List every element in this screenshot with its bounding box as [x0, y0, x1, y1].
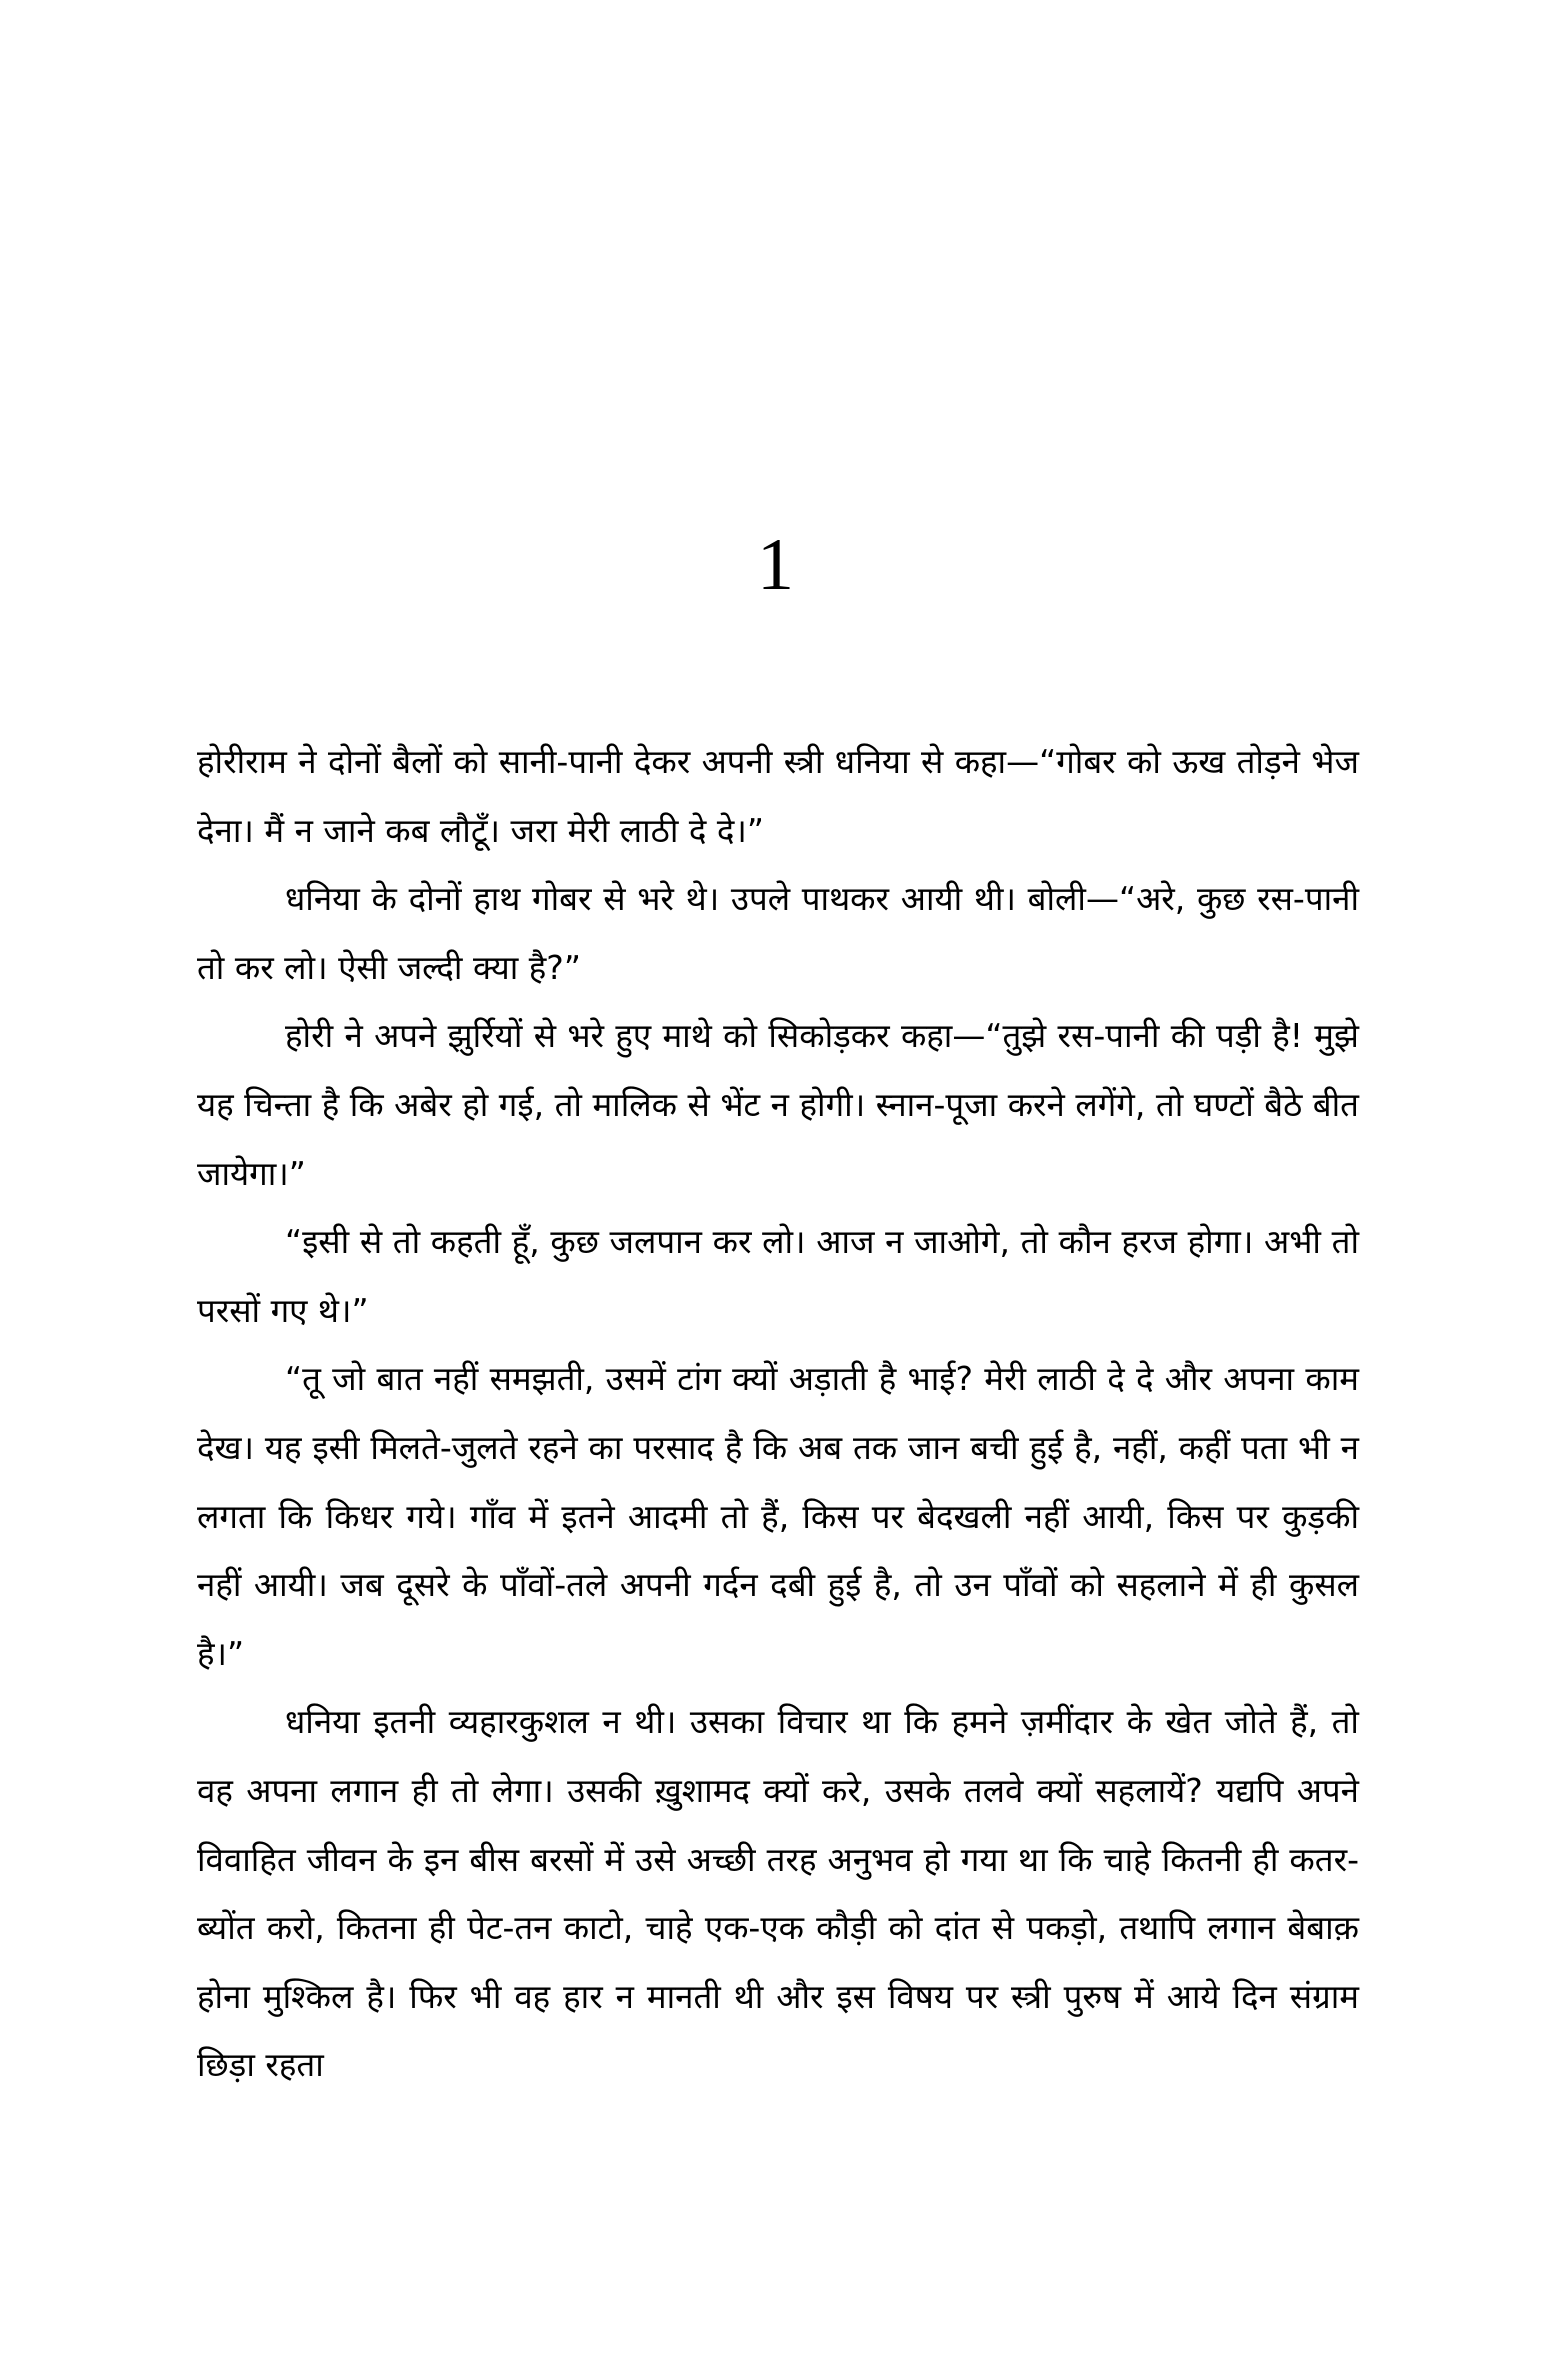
paragraph-1: होरीराम ने दोनों बैलों को सानी-पानी देकर अपनी स्त्री धनिया से कहा—“गोबर को ऊख तोड़ने भेज देना। मैं न जाने कब लौटूँ। जरा मेरी लाठी दे दे।”: [197, 742, 1359, 850]
paragraph-2: धनिया के दोनों हाथ गोबर से भरे थे। उपले पाथकर आयी थी। बोली—“अरे, कुछ रस-पानी तो कर लो। ऐसी जल्दी क्या है?”: [197, 879, 1359, 987]
paragraph-6: धनिया इतनी व्यहारकुशल न थी। उसका विचार था कि हमने ज़मींदार के खेत जोते हैं, तो वह अपना लगान ही तो लेगा। उसकी ख़ुशामद क्यों करे, उसके तलवे क्यों सहलायें? यद्यपि अपने विवाहित जीवन के इन बीस बरसों में उसे अच्छी तरह अनुभव हो गया था कि चाहे कितनी ही कतर-ब्योंत करो, कितना ही पेट-तन काटो, चाहे एक-एक कौड़ी को दांत से पकड़ो, तथापि लगान बेबाक़ होना मुश्किल है। फिर भी वह हार न मानती थी और इस विषय पर स्त्री पुरुष में आये दिन संग्राम छिड़ा रहता: [197, 1702, 1359, 2085]
paragraph-5: “तू जो बात नहीं समझती, उसमें टांग क्यों अड़ाती है भाई? मेरी लाठी दे दे और अपना काम देख। यह इसी मिलते-जुलते रहने का परसाद है कि अब तक जान बची हुई है, नहीं, कहीं पता भी न लगता कि किधर गये। गाँव में इतने आदमी तो हैं, किस पर बेदखली नहीं आयी, किस पर कुड़की नहीं आयी। जब दूसरे के पाँवों-तले अपनी गर्दन दबी हुई है, तो उन पाँवों को सहलाने में ही कुसल है।”: [197, 1359, 1359, 1673]
chapter-body: [197, 728, 1359, 2100]
chapter-number: 1: [757, 524, 794, 606]
paragraph-3: होरी ने अपने झुर्रियों से भरे हुए माथे को सिकोड़कर कहा—“तुझे रस-पानी की पड़ी है! मुझे यह चिन्ता है कि अबेर हो गई, तो मालिक से भेंट न होगी। स्नान-पूजा करने लगेंगे, तो घण्टों बैठे बीत जायेगा।”: [197, 1016, 1359, 1193]
paragraph-4: “इसी से तो कहती हूँ, कुछ जलपान कर लो। आज न जाओगे, तो कौन हरज होगा। अभी तो परसों गए थे।”: [197, 1222, 1359, 1330]
